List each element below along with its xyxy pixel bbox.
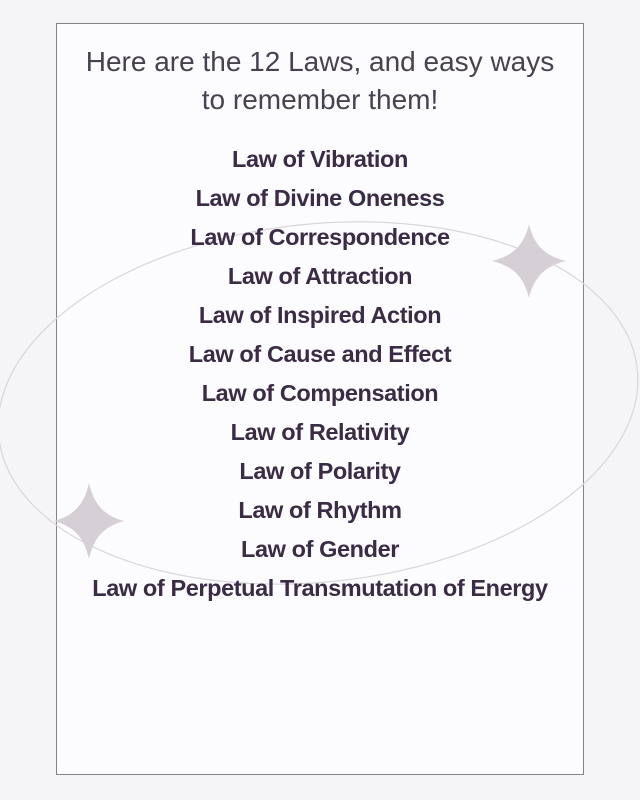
law-list-item: Law of Correspondence — [190, 224, 450, 250]
law-list-item: Law of Cause and Effect — [188, 341, 452, 367]
card-content — [56, 23, 584, 775]
heading-line-2: to remember them! — [201, 84, 439, 115]
law-list-item: Law of Compensation — [201, 380, 439, 406]
law-list-item: Law of Vibration — [232, 146, 408, 172]
law-list-item: Law of Rhythm — [238, 497, 402, 523]
heading — [56, 43, 584, 119]
law-list-item: Law of Perpetual Transmutation of Energy — [92, 575, 548, 601]
law-list-item: Law of Polarity — [239, 458, 401, 484]
law-list-item: Law of Attraction — [227, 263, 413, 289]
laws-list — [56, 140, 584, 608]
law-list-item: Law of Inspired Action — [198, 302, 442, 328]
law-list-item: Law of Divine Oneness — [195, 185, 445, 211]
law-list-item: Law of Relativity — [230, 419, 410, 445]
law-list-item: Law of Gender — [240, 536, 399, 562]
heading-line-1: Here are the 12 Laws, and easy ways — [85, 46, 555, 77]
